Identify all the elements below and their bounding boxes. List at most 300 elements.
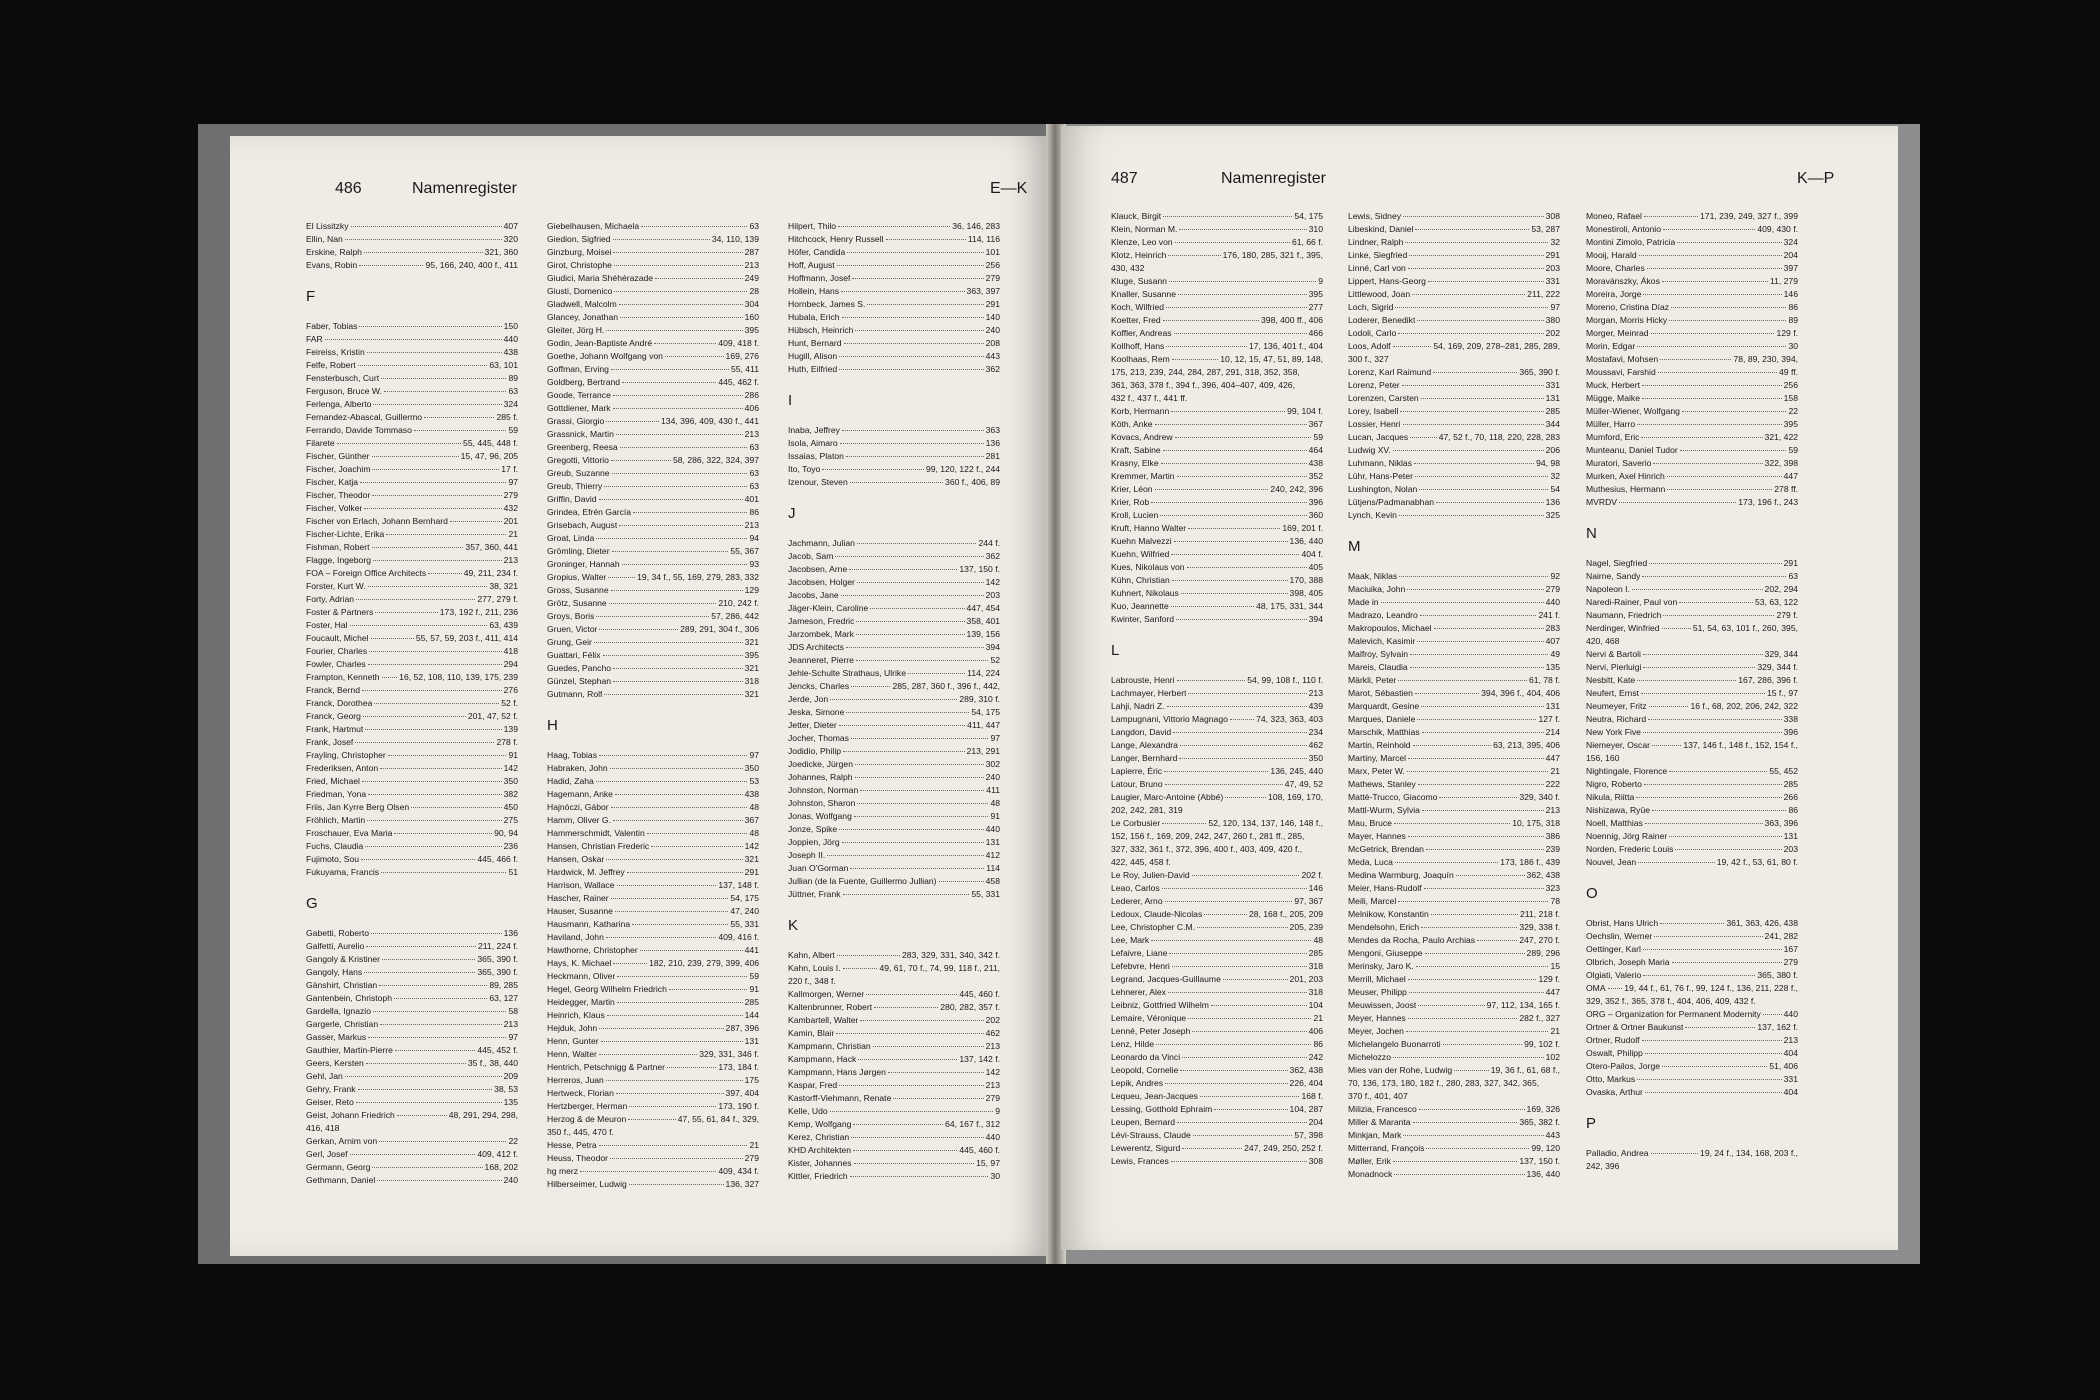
index-letter-heading: G <box>306 895 318 912</box>
index-entry-pages: 137, 150 f. <box>959 564 1000 574</box>
index-entry <box>306 927 518 940</box>
index-entry <box>1111 713 1323 726</box>
index-entry-name: Lefebvre, Henri <box>1111 961 1170 971</box>
index-entry-name: Ludwig XV. <box>1348 445 1391 455</box>
index-entry <box>1586 470 1798 483</box>
leader-dots <box>366 1063 466 1064</box>
leader-dots <box>1174 541 1288 542</box>
index-entry <box>1348 674 1560 687</box>
index-entry <box>306 372 518 385</box>
index-entry-name: Monestiroli, Antonio <box>1586 224 1661 234</box>
index-entry-pages: 344 <box>1545 419 1560 429</box>
index-letter-heading: H <box>547 717 558 734</box>
index-entry <box>1586 223 1798 236</box>
leader-dots <box>388 755 507 756</box>
index-entry-pages: 398, 405 <box>1289 588 1323 598</box>
leader-dots <box>337 443 461 444</box>
index-entry <box>788 1040 1000 1053</box>
index-entry-name: Fowler, Charles <box>306 659 366 669</box>
index-entry-pages: 323 <box>1545 883 1560 893</box>
leader-dots <box>1180 1070 1287 1071</box>
index-entry-name: Hübsch, Heinrich <box>788 325 854 335</box>
index-entry-name: Leao, Carlos <box>1111 883 1160 893</box>
index-entry-pages: 294 <box>503 659 518 669</box>
index-entry <box>1586 674 1798 687</box>
leader-dots <box>827 855 983 856</box>
index-entry-pages: 142 <box>985 577 1000 587</box>
index-entry <box>1586 583 1798 596</box>
leader-dots <box>594 642 743 643</box>
leader-dots <box>1178 294 1307 295</box>
index-entry-name: Klein, Norman M. <box>1111 224 1178 234</box>
index-entry-name: Kahn, Albert <box>788 950 835 960</box>
index-entry <box>1111 999 1323 1012</box>
index-entry-name: FAR <box>306 334 323 344</box>
leader-dots <box>613 408 743 409</box>
index-entry-pages: 61, 66 f. <box>1291 237 1323 247</box>
index-entry <box>547 801 759 814</box>
leader-dots <box>610 1158 743 1159</box>
index-entry <box>547 610 759 623</box>
index-entry-name: Gehl, Jan <box>306 1071 343 1081</box>
index-entry <box>1348 418 1560 431</box>
index-entry <box>1586 496 1798 509</box>
index-entry-pages: 136, 440 <box>1526 1169 1560 1179</box>
index-entry <box>788 719 1000 732</box>
leader-dots <box>1418 784 1544 785</box>
index-entry-pages: 213 <box>744 520 759 530</box>
index-entry <box>788 771 1000 784</box>
index-entry-pages: 360 f., 406, 89 <box>945 477 1000 487</box>
index-entry-name: Frederiksen, Anton <box>306 763 379 773</box>
index-entry-name: Noell, Matthias <box>1586 818 1643 828</box>
index-entry <box>306 1109 518 1122</box>
leader-dots <box>1645 1053 1782 1054</box>
index-entry <box>1111 934 1323 947</box>
leader-dots <box>1443 1044 1522 1045</box>
page-title: Namenregister <box>1221 170 1326 187</box>
leader-dots <box>855 777 984 778</box>
index-entry-pages: 279 f. <box>1776 610 1798 620</box>
leader-dots <box>1398 901 1548 902</box>
leader-dots <box>375 612 437 613</box>
index-entry-pages: 57, 398 <box>1294 1130 1323 1140</box>
index-entry <box>1348 804 1560 817</box>
index-entry-name: Lee, Mark <box>1111 935 1150 945</box>
index-entry-continuation: 430, 432 <box>1111 263 1145 273</box>
leader-dots <box>613 963 647 964</box>
leader-dots <box>855 764 984 765</box>
index-entry <box>1111 1155 1323 1168</box>
index-entry <box>788 602 1000 615</box>
leader-dots <box>1642 398 1782 399</box>
index-entry-name: Haag, Tobias <box>547 750 598 760</box>
index-entry-pages: 321 <box>744 663 759 673</box>
index-entry-pages: 213 <box>1308 688 1323 698</box>
index-entry-name: Kampmann, Hack <box>788 1054 857 1064</box>
index-entry-pages: 350 <box>1308 753 1323 763</box>
index-entry-pages: 440 <box>985 1132 1000 1142</box>
index-entry-pages: 131 <box>985 837 1000 847</box>
index-entry-name: Hitchcock, Henry Russell <box>788 234 884 244</box>
index-entry-name: Habraken, John <box>547 763 608 773</box>
leader-dots <box>851 686 890 687</box>
index-entry-name: Lühr, Hans-Peter <box>1348 471 1413 481</box>
leader-dots <box>1407 589 1543 590</box>
index-entry-pages: 38, 53 <box>494 1084 518 1094</box>
index-entry-continuation: 175, 213, 239, 244, 284, 287, 291, 318, 352, 358, <box>1111 367 1300 377</box>
index-entry-name: Mitterrand, François <box>1348 1143 1425 1153</box>
leader-dots <box>622 382 716 383</box>
index-entry-name: Naumann, Friedrich <box>1586 610 1662 620</box>
leader-dots <box>1161 463 1307 464</box>
index-entry-pages: 17, 136, 401 f., 404 <box>1248 341 1323 351</box>
index-entry <box>1111 314 1323 327</box>
leader-dots <box>837 955 900 956</box>
index-entry <box>1111 613 1323 626</box>
index-entry-pages: 365, 390 f. <box>477 967 518 977</box>
index-entry-pages: 208 <box>985 338 1000 348</box>
index-entry-name: Johnston, Sharon <box>788 798 856 808</box>
index-entry-pages: 10, 12, 15, 47, 51, 89, 148, <box>1220 354 1323 364</box>
index-entry-pages: 129 f. <box>1538 974 1560 984</box>
index-entry-name: Kelle, Udo <box>788 1106 828 1116</box>
leader-dots <box>1419 489 1548 490</box>
index-entry-pages: 331 <box>1545 276 1560 286</box>
index-entry <box>1111 700 1323 713</box>
index-entry <box>306 246 518 259</box>
leader-dots <box>371 933 502 934</box>
leader-dots <box>846 456 984 457</box>
index-entry <box>547 1087 759 1100</box>
index-entry <box>547 918 759 931</box>
index-entry-pages: 329, 338 f. <box>1519 922 1560 932</box>
leader-dots <box>606 421 659 422</box>
index-entry-name: Leibniz, Gottfried Wilhelm <box>1111 1000 1209 1010</box>
index-entry-pages: 49, 211, 234 f. <box>463 568 518 578</box>
index-entry <box>1586 418 1798 431</box>
index-entry <box>788 576 1000 589</box>
leader-dots <box>1177 476 1307 477</box>
index-entry <box>306 320 518 333</box>
index-entry-name: Grassnick, Martin <box>547 429 614 439</box>
index-entry-name: Lepik, Andres <box>1111 1078 1164 1088</box>
index-entry <box>788 641 1000 654</box>
index-entry-name: Faber, Tobias <box>306 321 358 331</box>
index-entry-name: Mengoni, Giuseppe <box>1348 948 1423 958</box>
index-entry-pages: 412 <box>985 850 1000 860</box>
index-entry-name: Leupen, Bernard <box>1111 1117 1176 1127</box>
index-entry <box>1348 301 1560 314</box>
index-entry <box>1348 635 1560 648</box>
index-entry-name: Kruft, Hanno Walter <box>1111 523 1187 533</box>
index-entry-name: Hugill, Alison <box>788 351 838 361</box>
index-entry-pages: 447 <box>1545 753 1560 763</box>
index-entry <box>1586 609 1798 622</box>
index-entry-pages: 48 <box>749 802 759 812</box>
index-entry-pages: 146 <box>1308 883 1323 893</box>
index-entry <box>306 1096 518 1109</box>
index-entry-name: Gangoly & Kristiner <box>306 954 381 964</box>
leader-dots <box>1192 1031 1306 1032</box>
index-entry <box>1586 314 1798 327</box>
index-entry-pages: 462 <box>1308 740 1323 750</box>
leader-dots <box>373 404 501 405</box>
index-entry-name: Kister, Johannes <box>788 1158 852 1168</box>
index-entry-name: Hausmann, Katharina <box>547 919 631 929</box>
leader-dots <box>1394 1174 1524 1175</box>
index-entry <box>788 962 1000 975</box>
index-entry-pages: 139, 156 <box>966 629 1000 639</box>
index-entry <box>788 732 1000 745</box>
index-entry-pages: 205, 239 <box>1289 922 1323 932</box>
index-entry-name: Labrouste, Henri <box>1111 675 1175 685</box>
index-entry-name: Lorenz, Karl Raimund <box>1348 367 1432 377</box>
index-entry-name: Lemaire, Véronique <box>1111 1013 1187 1023</box>
index-entry-pages: 213 <box>503 555 518 565</box>
index-entry <box>788 823 1000 836</box>
index-entry-pages: 213 <box>744 260 759 270</box>
index-entry-name: Nairne, Sandy <box>1586 571 1641 581</box>
index-entry-pages: 409, 416 f. <box>718 932 759 942</box>
leader-dots <box>345 1076 502 1077</box>
leader-dots <box>596 538 747 539</box>
leader-dots <box>1647 268 1782 269</box>
index-entry-name: Lynch, Kevin <box>1348 510 1397 520</box>
index-entry-pages: 409, 430 f. <box>1757 224 1798 234</box>
leader-dots <box>1399 576 1548 577</box>
leader-dots <box>359 265 423 266</box>
index-entry-pages: 466 <box>1308 328 1323 338</box>
index-entry <box>306 966 518 979</box>
leader-dots <box>1660 923 1724 924</box>
index-entry <box>306 411 518 424</box>
leader-dots <box>850 482 943 483</box>
index-entry-name: Groys, Boris <box>547 611 595 621</box>
index-entry-pages: 445, 466 f. <box>477 854 518 864</box>
index-entry-name: Jocher, Thomas <box>788 733 849 743</box>
leader-dots <box>1426 849 1544 850</box>
index-entry <box>1586 301 1798 314</box>
index-entry-pages: 213 <box>985 1080 1000 1090</box>
leader-dots <box>606 859 742 860</box>
index-entry <box>547 1152 759 1165</box>
index-entry-pages: 275 <box>503 815 518 825</box>
index-entry-pages: 285, 287, 360 f., 396 f., 442, <box>892 681 1000 691</box>
index-entry <box>1586 739 1798 752</box>
index-entry-name: Flagge, Ingeborg <box>306 555 371 565</box>
index-entry <box>1586 943 1798 956</box>
leader-dots <box>1685 1027 1755 1028</box>
index-entry-pages: 104 <box>1308 1000 1323 1010</box>
leader-dots <box>669 989 748 990</box>
index-entry-pages: 146 <box>1783 289 1798 299</box>
index-entry <box>306 333 518 346</box>
index-entry <box>547 996 759 1009</box>
index-entry-pages: 97 <box>990 733 1000 743</box>
index-entry <box>788 615 1000 628</box>
index-entry-name: Guedes, Pancho <box>547 663 612 673</box>
index-entry-name: Ortner & Ortner Baukunst <box>1586 1022 1684 1032</box>
index-entry-pages: 447, 454 <box>966 603 1000 613</box>
index-entry <box>1348 570 1560 583</box>
index-entry-name: Kuo, Jeannette <box>1111 601 1169 611</box>
index-entry <box>306 658 518 671</box>
index-entry-pages: 445, 460 f. <box>959 1145 1000 1155</box>
index-entry <box>788 888 1000 901</box>
index-entry-pages: 289, 296 <box>1526 948 1560 958</box>
index-entry <box>788 424 1000 437</box>
leader-dots <box>1160 515 1306 516</box>
leader-dots <box>1434 628 1544 629</box>
index-entry-name: Frampton, Kenneth <box>306 672 380 682</box>
index-entry-pages: 63 <box>749 468 759 478</box>
index-entry-continuation: 327, 332, 361 f., 372, 396, 400 f., 403, 409, 420 f., <box>1111 844 1303 854</box>
index-letter-heading: I <box>788 392 793 409</box>
index-entry <box>1348 470 1560 483</box>
index-entry-name: Palladio, Andrea <box>1586 1148 1649 1158</box>
leader-dots <box>613 668 743 669</box>
index-entry <box>1111 739 1323 752</box>
index-entry-pages: 131 <box>744 1036 759 1046</box>
index-entry <box>547 662 759 675</box>
index-entry <box>1348 1129 1560 1142</box>
index-entry-name: Grötz, Susanne <box>547 598 607 608</box>
index-entry-pages: 10, 175, 318 <box>1512 818 1560 828</box>
index-entry-name: Mareis, Claudia <box>1348 662 1408 672</box>
index-entry-name: Gargerle, Christian <box>306 1019 379 1029</box>
leader-dots <box>1662 281 1768 282</box>
leader-dots <box>1433 372 1517 373</box>
index-entry <box>547 272 759 285</box>
index-entry <box>788 1053 1000 1066</box>
index-entry-pages: 203 <box>985 590 1000 600</box>
index-entry <box>1111 908 1323 921</box>
index-entry-name: Niemeyer, Oscar <box>1586 740 1650 750</box>
leader-dots <box>1394 823 1510 824</box>
leader-dots <box>615 911 728 912</box>
index-entry <box>788 1014 1000 1027</box>
leader-dots <box>1408 1018 1518 1019</box>
index-entry <box>1111 483 1323 496</box>
leader-dots <box>622 564 748 565</box>
index-entry <box>1586 687 1798 700</box>
leader-dots <box>1182 1057 1307 1058</box>
index-entry-name: Gasser, Markus <box>306 1032 367 1042</box>
leader-dots <box>1403 1135 1543 1136</box>
leader-dots <box>633 512 747 513</box>
page-letter-range: E—K <box>990 180 1028 197</box>
index-entry <box>1586 1047 1798 1060</box>
index-entry <box>547 840 759 853</box>
index-entry <box>1348 856 1560 869</box>
index-entry <box>1111 1103 1323 1116</box>
index-entry-pages: 173, 196 f., 243 <box>1738 497 1798 507</box>
leader-dots <box>1173 732 1306 733</box>
index-entry-name: Greub, Thierry <box>547 481 603 491</box>
leader-dots <box>839 1085 983 1086</box>
leader-dots <box>1643 654 1763 655</box>
index-entry <box>1111 869 1323 882</box>
leader-dots <box>1652 745 1681 746</box>
leader-dots <box>424 417 494 418</box>
index-entry-pages: 367 <box>744 815 759 825</box>
index-entry-pages: 19, 34 f., 55, 169, 279, 283, 332 <box>637 572 759 582</box>
index-entry-name: Munteanu, Daniel Tudor <box>1586 445 1678 455</box>
leader-dots <box>604 486 747 487</box>
index-entry <box>547 324 759 337</box>
index-entry <box>1111 457 1323 470</box>
index-entry-continuation: 329, 352 f., 365, 378 f., 404, 406, 409, 432 f. <box>1586 996 1756 1006</box>
leader-dots <box>351 226 502 227</box>
index-entry-pages: 91 <box>508 750 518 760</box>
leader-dots <box>362 690 502 691</box>
index-entry-pages: 279 <box>1783 957 1798 967</box>
index-entry-pages: 47, 49, 52 <box>1284 779 1323 789</box>
index-entry-pages: 131 <box>1545 393 1560 403</box>
index-entry-pages: 129 <box>744 585 759 595</box>
index-entry-pages: 438 <box>744 789 759 799</box>
index-entry <box>1348 288 1560 301</box>
leader-dots <box>1393 346 1432 347</box>
index-entry-pages: 47, 55, 61, 84 f., 329, <box>677 1114 759 1124</box>
index-entry-pages: 63, 101 <box>489 360 518 370</box>
index-entry-name: Ellin, Nan <box>306 234 343 244</box>
leader-dots <box>628 1119 675 1120</box>
index-entry-name: Johannes, Ralph <box>788 772 853 782</box>
leader-dots <box>893 1098 983 1099</box>
index-entry <box>547 402 759 415</box>
index-entry <box>547 285 759 298</box>
index-entry-name: Neumeyer, Fritz <box>1586 701 1647 711</box>
index-entry-name: Gross, Susanne <box>547 585 609 595</box>
index-entry-name: Kaspar, Fred <box>788 1080 838 1090</box>
index-entry <box>547 788 759 801</box>
index-entry <box>1586 700 1798 713</box>
index-entry <box>788 1170 1000 1183</box>
leader-dots <box>367 352 502 353</box>
index-entry <box>788 1144 1000 1157</box>
leader-dots <box>371 638 414 639</box>
index-entry <box>1348 882 1560 895</box>
index-entry-name: Fuchs, Claudia <box>306 841 364 851</box>
index-entry-name: Mathews, Stanley <box>1348 779 1416 789</box>
leader-dots <box>1188 693 1306 694</box>
index-entry-pages: 236 <box>503 841 518 851</box>
index-entry-pages: 447 <box>1783 471 1798 481</box>
index-entry <box>306 606 518 619</box>
index-entry <box>547 905 759 918</box>
leader-dots <box>1644 216 1698 217</box>
index-entry-name: Marquardt, Gesine <box>1348 701 1420 711</box>
index-entry-pages: 171, 239, 249, 327 f., 399 <box>1700 211 1798 221</box>
index-entry <box>788 563 1000 576</box>
leader-dots <box>830 1111 994 1112</box>
index-entry <box>306 1031 518 1044</box>
index-entry-pages: 462 <box>985 1028 1000 1038</box>
index-entry-pages: 182, 210, 239, 279, 399, 406 <box>649 958 759 968</box>
index-entry-name: Lorenzen, Carsten <box>1348 393 1419 403</box>
index-entry-continuation: 420, 468 <box>1586 636 1620 646</box>
index-entry-name: Gerkan, Arnim von <box>306 1136 378 1146</box>
index-entry-name: Foucault, Michel <box>306 633 369 643</box>
leader-dots <box>1402 385 1544 386</box>
index-entry-name: Mendelsohn, Erich <box>1348 922 1420 932</box>
index-entry-pages: 279 <box>985 1093 1000 1103</box>
index-entry-pages: 63 <box>508 386 518 396</box>
index-entry-name: Loos, Adolf <box>1348 341 1391 351</box>
index-entry-name: Otto, Markus <box>1586 1074 1636 1084</box>
